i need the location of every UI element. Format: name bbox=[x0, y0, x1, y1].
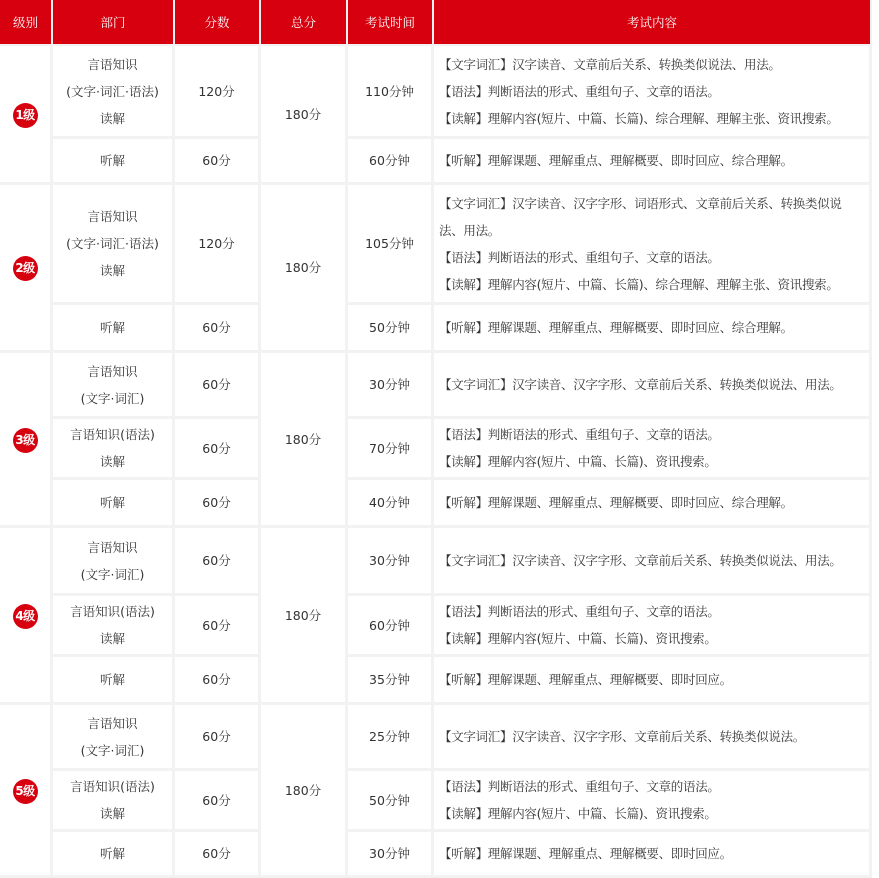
content-line: 【文字词汇】汉字读音、文章前后关系、转换类似说法、用法。 bbox=[439, 56, 781, 72]
department-cell bbox=[53, 305, 175, 353]
content-line: 【语法】判断语法的形式、重组句子、文章的语法。 bbox=[439, 83, 720, 99]
content-cell bbox=[434, 771, 872, 832]
content-line: 【文字词汇】汉字读音、汉字字形、文章前后关系、转换类似说法。 bbox=[439, 729, 806, 744]
score-cell: 60分 bbox=[175, 480, 261, 528]
time-cell: 60分钟 bbox=[348, 139, 434, 185]
department-line: 言语知识(语法) bbox=[70, 604, 155, 619]
department-line: (文字·词汇) bbox=[80, 566, 145, 582]
content-cell bbox=[434, 705, 872, 771]
department-cell bbox=[53, 528, 175, 596]
content-line: 【听解】理解课题、理解重点、理解概要、即时回应、综合理解。 bbox=[439, 495, 793, 510]
content-line: 【读解】理解内容(短片、中篇、长篇)、综合理解、理解主张、资讯搜索。 bbox=[439, 276, 839, 292]
table-row bbox=[0, 596, 872, 657]
content-cell bbox=[434, 185, 872, 305]
header-total: 总分 bbox=[261, 0, 348, 46]
time-cell: 35分钟 bbox=[348, 657, 434, 705]
level-badge: 3级 bbox=[13, 428, 38, 453]
time-cell: 30分钟 bbox=[348, 832, 434, 878]
content-cell bbox=[434, 596, 872, 657]
level-badge: 2级 bbox=[13, 256, 38, 281]
department-cell bbox=[53, 596, 175, 657]
level-badge: 5级 bbox=[13, 779, 38, 804]
table-row bbox=[0, 419, 872, 480]
content-line: 法、用法。 bbox=[439, 222, 501, 238]
department-line: 言语知识 bbox=[87, 715, 138, 731]
table-row bbox=[0, 832, 872, 878]
level-cell bbox=[0, 705, 53, 878]
department-cell bbox=[53, 657, 175, 705]
content-line: 【听解】理解课题、理解重点、理解概要、即时回应、综合理解。 bbox=[439, 153, 793, 168]
department-line: 读解 bbox=[99, 454, 125, 469]
department-line: 听解 bbox=[99, 672, 125, 687]
score-cell: 60分 bbox=[175, 596, 261, 657]
score-cell: 120分 bbox=[175, 185, 261, 305]
department-line: 读解 bbox=[99, 110, 125, 126]
content-cell bbox=[434, 480, 872, 528]
department-line: 听解 bbox=[99, 320, 125, 335]
time-cell: 105分钟 bbox=[348, 185, 434, 305]
score-cell: 60分 bbox=[175, 139, 261, 185]
table-row bbox=[0, 139, 872, 185]
content-line: 【读解】理解内容(短片、中篇、长篇)、资讯搜索。 bbox=[439, 806, 717, 821]
table-row bbox=[0, 705, 872, 771]
department-line: 听解 bbox=[99, 495, 125, 510]
total-cell: 180分 bbox=[261, 185, 348, 353]
time-cell: 30分钟 bbox=[348, 353, 434, 419]
time-cell: 25分钟 bbox=[348, 705, 434, 771]
department-line: 言语知识 bbox=[87, 363, 138, 379]
department-line: (文字·词汇) bbox=[80, 742, 145, 758]
score-cell: 60分 bbox=[175, 771, 261, 832]
department-cell bbox=[53, 832, 175, 878]
time-cell: 70分钟 bbox=[348, 419, 434, 480]
department-cell bbox=[53, 705, 175, 771]
department-cell bbox=[53, 185, 175, 305]
header-level: 级别 bbox=[0, 0, 53, 46]
header-score: 分数 bbox=[175, 0, 261, 46]
department-line: 听解 bbox=[99, 846, 125, 861]
content-line: 【语法】判断语法的形式、重组句子、文章的语法。 bbox=[439, 604, 720, 619]
department-line: 言语知识 bbox=[87, 209, 138, 224]
level-badge: 4级 bbox=[13, 604, 38, 629]
content-cell bbox=[434, 353, 872, 419]
level-cell bbox=[0, 353, 53, 528]
total-cell: 180分 bbox=[261, 705, 348, 878]
time-cell: 50分钟 bbox=[348, 771, 434, 832]
department-line: 读解 bbox=[99, 806, 125, 821]
table-row bbox=[0, 353, 872, 419]
content-line: 【读解】理解内容(短片、中篇、长篇)、资讯搜索。 bbox=[439, 631, 717, 646]
department-line: (文字·词汇) bbox=[80, 390, 145, 406]
content-line: 【文字词汇】汉字读音、汉字字形、文章前后关系、转换类似说法、用法。 bbox=[439, 553, 842, 568]
department-cell bbox=[53, 771, 175, 832]
level-cell bbox=[0, 46, 53, 185]
total-cell: 180分 bbox=[261, 353, 348, 528]
score-cell: 60分 bbox=[175, 528, 261, 596]
score-cell: 60分 bbox=[175, 353, 261, 419]
level-badge: 1级 bbox=[13, 103, 38, 128]
total-cell: 180分 bbox=[261, 528, 348, 705]
total-cell: 180分 bbox=[261, 46, 348, 185]
header-department: 部门 bbox=[53, 0, 175, 46]
score-cell: 120分 bbox=[175, 46, 261, 139]
department-line: 言语知识(语法) bbox=[70, 779, 155, 794]
department-line: 读解 bbox=[99, 631, 125, 646]
content-cell bbox=[434, 139, 872, 185]
content-line: 【读解】理解内容(短片、中篇、长篇)、资讯搜索。 bbox=[439, 454, 717, 469]
department-cell bbox=[53, 480, 175, 528]
table-row bbox=[0, 657, 872, 705]
department-cell bbox=[53, 419, 175, 480]
content-cell bbox=[434, 305, 872, 353]
score-cell: 60分 bbox=[175, 705, 261, 771]
content-cell bbox=[434, 419, 872, 480]
content-cell bbox=[434, 832, 872, 878]
table-row bbox=[0, 480, 872, 528]
content-line: 【读解】理解内容(短片、中篇、长篇)、综合理解、理解主张、资讯搜索。 bbox=[439, 110, 839, 126]
department-cell bbox=[53, 353, 175, 419]
department-line: (文字·词汇·语法) bbox=[66, 236, 159, 251]
department-line: 言语知识 bbox=[87, 539, 138, 555]
department-cell bbox=[53, 46, 175, 139]
score-cell: 60分 bbox=[175, 305, 261, 353]
department-line: 言语知识 bbox=[87, 56, 138, 72]
score-cell: 60分 bbox=[175, 657, 261, 705]
table-row bbox=[0, 46, 872, 139]
content-line: 【听解】理解课题、理解重点、理解概要、即时回应、综合理解。 bbox=[439, 320, 793, 335]
table-row bbox=[0, 185, 872, 305]
content-cell bbox=[434, 528, 872, 596]
time-cell: 30分钟 bbox=[348, 528, 434, 596]
time-cell: 50分钟 bbox=[348, 305, 434, 353]
level-cell bbox=[0, 185, 53, 353]
department-line: (文字·词汇·语法) bbox=[66, 83, 159, 99]
content-cell bbox=[434, 657, 872, 705]
table-row bbox=[0, 305, 872, 353]
department-line: 言语知识(语法) bbox=[70, 427, 155, 442]
content-line: 【语法】判断语法的形式、重组句子、文章的语法。 bbox=[439, 779, 720, 794]
table-row bbox=[0, 528, 872, 596]
department-line: 读解 bbox=[99, 263, 125, 278]
department-cell bbox=[53, 139, 175, 185]
content-line: 【语法】判断语法的形式、重组句子、文章的语法。 bbox=[439, 427, 720, 442]
header-row bbox=[0, 0, 872, 46]
department-line: 听解 bbox=[99, 153, 125, 168]
level-cell bbox=[0, 528, 53, 705]
content-line: 【听解】理解课题、理解重点、理解概要、即时回应。 bbox=[439, 846, 732, 861]
content-cell bbox=[434, 46, 872, 139]
header-exam-time: 考试时间 bbox=[348, 0, 434, 46]
content-line: 【文字词汇】汉字读音、汉字字形、文章前后关系、转换类似说法、用法。 bbox=[439, 377, 842, 392]
time-cell: 110分钟 bbox=[348, 46, 434, 139]
score-cell: 60分 bbox=[175, 832, 261, 878]
content-line: 【听解】理解课题、理解重点、理解概要、即时回应。 bbox=[439, 672, 732, 687]
time-cell: 40分钟 bbox=[348, 480, 434, 528]
header-exam-content: 考试内容 bbox=[434, 0, 872, 46]
time-cell: 60分钟 bbox=[348, 596, 434, 657]
table-row bbox=[0, 771, 872, 832]
content-line: 【文字词汇】汉字读音、汉字字形、词语形式、文章前后关系、转换类似说 bbox=[439, 195, 842, 211]
score-cell: 60分 bbox=[175, 419, 261, 480]
content-line: 【语法】判断语法的形式、重组句子、文章的语法。 bbox=[439, 249, 720, 265]
